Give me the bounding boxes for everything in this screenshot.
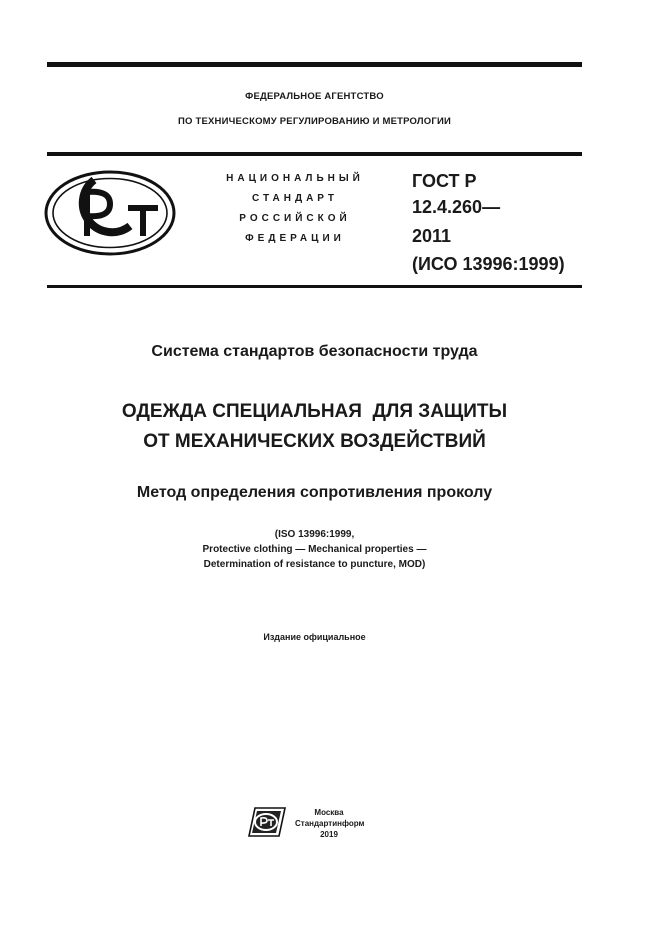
agency-line-2: ПО ТЕХНИЧЕСКОМУ РЕГУЛИРОВАНИЮ И МЕТРОЛОГИИ <box>178 116 451 127</box>
gost-year: 2011 <box>412 226 452 246</box>
document-title <box>47 397 582 457</box>
national-standard-line-3: РОССИЙСКОЙ <box>239 213 351 224</box>
gost-line-1: ГОСТ Р <box>412 171 477 191</box>
standard-block-rule <box>47 285 582 288</box>
national-standard-line-2: СТАНДАРТ <box>252 193 338 204</box>
rst-certification-mark-icon <box>44 170 176 261</box>
national-standard-line-1: НАЦИОНАЛЬНЫЙ <box>226 173 364 184</box>
document-title-line-1: ОДЕЖДА СПЕЦИАЛЬНАЯ ДЛЯ ЗАЩИТЫ <box>121 401 508 422</box>
publication-year: 2019 <box>320 830 338 839</box>
iso-line-2: Protective clothing — Mechanical properties — <box>202 544 427 555</box>
publisher-block <box>295 807 363 840</box>
iso-line-3: Determination of resistance to puncture, MOD) <box>203 559 426 570</box>
method-subtitle: Метод определения сопротивления проколу <box>136 484 493 501</box>
gost-iso-reference: (ИСО 13996:1999) <box>412 254 565 274</box>
publisher-name: Стандартинформ <box>295 819 365 828</box>
iso-reference-block <box>47 527 582 572</box>
national-standard-line-4: ФЕДЕРАЦИИ <box>245 233 345 244</box>
header-rule <box>47 152 582 156</box>
standartinform-logo-icon <box>247 806 287 843</box>
edition-note: Издание официальное <box>263 632 366 642</box>
agency-line-1: ФЕДЕРАЛЬНОЕ АГЕНТСТВО <box>245 91 384 102</box>
top-rule <box>47 62 582 67</box>
gost-number: 12.4.260— <box>412 197 501 217</box>
document-title-line-2: ОТ МЕХАНИЧЕСКИХ ВОЗДЕЙСТВИЙ <box>143 431 486 452</box>
iso-line-1: (ISO 13996:1999, <box>274 529 355 540</box>
publisher-city: Москва <box>314 808 344 817</box>
standard-series: Система стандартов безопасности труда <box>151 343 478 360</box>
